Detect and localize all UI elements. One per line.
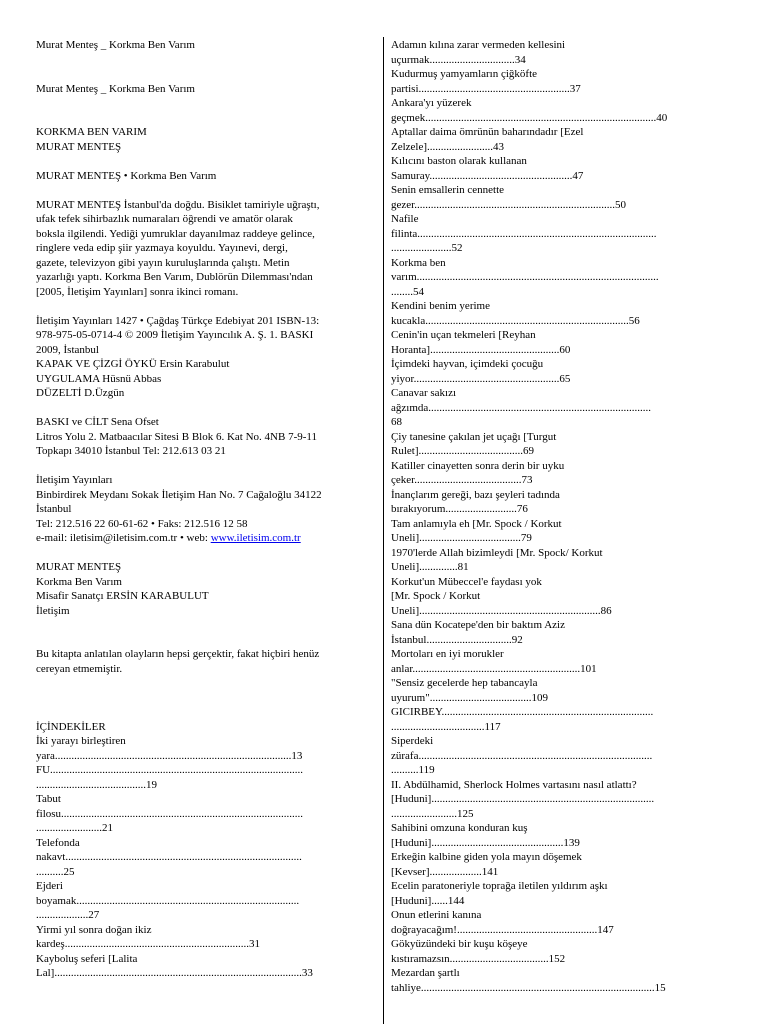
toc-line[interactable]: İnançlarım gereği, bazı şeyleri tadında (391, 488, 560, 501)
toc-line[interactable]: Kudurmuş yamyamların çiğköfte (391, 68, 538, 80)
contact-line: Tel: 212.516 22 60-61-62 • Faks: 212.516 12 58 (36, 517, 248, 530)
toc-line[interactable]: 68 (391, 416, 402, 428)
toc-line[interactable]: Katiller cinayetten sonra derin bir uyku (391, 459, 565, 472)
contact-line: İletişim Yayınları (36, 474, 113, 486)
bio-line: boksla ilgilendi. Yediği yumruklar dayanılmaz raddeye gelince, (36, 227, 315, 240)
toc-line[interactable]: boyamak................................................................................. (36, 894, 300, 907)
toc-line[interactable]: yara......................................................................................13 (36, 749, 303, 762)
toc-line[interactable]: Erkeğin kalbine giden yola mayın döşemek (391, 851, 582, 863)
toc-line[interactable]: Ecelin paratoneriyle toprağa iletilen yıldırım aşkı (391, 880, 608, 892)
toc-line[interactable]: Çiy tanesine çakılan jet uçağı [Turgut (391, 430, 557, 443)
toc-line[interactable]: partisi.......................................................37 (391, 82, 581, 95)
toc-line[interactable]: II. Abdülhamid, Sherlock Holmes vartasını nasıl atlattı? (391, 778, 637, 791)
toc-line[interactable]: Korkut'un Mübeccel'e faydası yok (391, 575, 542, 588)
toc-line[interactable]: tahliye.....................................................................................15 (391, 981, 666, 994)
bio-line: yazarlığı yaptı. Korkma Ben Varım, Dublörün Dilemması'ndan (36, 271, 313, 283)
contact-line: Binbirdirek Meydanı Sokak İletişim Han No. 7 Cağaloğlu 34122 (36, 488, 322, 501)
toc-line[interactable]: Telefonda (36, 836, 80, 849)
author-line: MURAT MENTEŞ (36, 140, 122, 153)
book-title (36, 125, 372, 154)
credit-line: İletişim (36, 604, 70, 617)
disclaimer-line: cereyan etmemiştir. (36, 662, 123, 675)
toc-line[interactable]: çeker.......................................73 (391, 474, 533, 486)
toc-line[interactable]: Canavar sakızı (391, 387, 457, 399)
toc-line[interactable]: İçimdeki hayvan, içimdeki çocuğu (391, 358, 544, 370)
toc-line[interactable]: zürafa..................................................................................... (391, 749, 653, 762)
table-of-contents-right (391, 38, 727, 995)
toc-line[interactable]: Samuray....................................................47 (391, 169, 584, 182)
toc-line[interactable]: bırakıyorum..........................76 (391, 503, 528, 515)
toc-line[interactable]: [Huduni]................................................................................. (391, 793, 655, 805)
toc-line[interactable]: Kayboluş seferi [Lalita (36, 952, 138, 965)
toc-line[interactable]: İki yarayı birleştiren (36, 735, 126, 747)
publication-line: DÜZELTİ D.Üzgün (36, 387, 125, 399)
toc-line[interactable]: Aptallar daima ömrünün baharındadır [Ezel (391, 126, 584, 138)
toc-line[interactable]: [Mr. Spock / Korkut (391, 590, 481, 602)
toc-line[interactable]: Mezardan şartlı (391, 967, 460, 979)
toc-line[interactable]: gezer.........................................................................50 (391, 198, 626, 211)
toc-line[interactable]: nakavt...................................................................................... (36, 851, 302, 863)
toc-line[interactable]: Uneli]..................................................................86 (391, 604, 612, 617)
print-line: BASKI ve CİLT Sena Ofset (36, 416, 159, 428)
publication-line: İletişim Yayınları 1427 • Çağdaş Türkçe Edebiyat 201 ISBN-13: (36, 314, 320, 327)
toc-line[interactable]: Cenin'in uçan tekmeleri [Reyhan (391, 329, 536, 341)
toc-line[interactable]: Rulet]......................................69 (391, 445, 534, 457)
toc-line[interactable]: uçurmak...............................34 (391, 53, 526, 66)
contact-line: İstanbul (36, 503, 72, 515)
toc-line[interactable]: Korkma ben (391, 256, 446, 269)
toc-line[interactable]: geçmek....................................................................................40 (391, 111, 668, 124)
toc-line[interactable]: Zelzele]........................43 (391, 140, 505, 153)
toc-line[interactable]: Siperdeki (391, 735, 434, 747)
print-line: Topkapı 34010 İstanbul Tel: 212.613 03 21 (36, 445, 226, 457)
left-column (36, 38, 372, 981)
toc-line[interactable]: Tam anlamıyla eh [Mr. Spock / Korkut (391, 517, 562, 530)
credit-line: Korkma Ben Varım (36, 575, 122, 588)
toc-line[interactable]: Kendini benim yerime (391, 300, 490, 312)
email-text: e-mail: iletisim@iletisim.com.tr • web: (36, 532, 211, 544)
publication-info (36, 314, 372, 401)
toc-line[interactable]: Nafile (391, 213, 419, 225)
toc-line[interactable]: Gökyüzündeki bir kuşu köşeye (391, 938, 528, 950)
publication-line: UYGULAMA Hüsnü Abbas (36, 372, 162, 385)
email-web-line (36, 531, 372, 546)
bio-line: ringlere veda edip şiir yazmaya koyuldu. Yayınevi, dergi, (36, 242, 288, 254)
toc-line[interactable]: uyurum".....................................109 (391, 691, 548, 704)
print-info (36, 415, 372, 459)
right-column (391, 38, 727, 995)
toc-line[interactable]: kucakla..........................................................................56 (391, 314, 640, 327)
toc-line[interactable]: ........................................19 (36, 778, 157, 791)
bio-line: MURAT MENTEŞ İstanbul'da doğdu. Bisiklet tamiriyle uğraştı, (36, 198, 320, 211)
toc-line[interactable]: İstanbul...............................92 (391, 633, 523, 646)
toc-line[interactable]: ağzımda................................................................................. (391, 401, 652, 414)
toc-line[interactable]: Mortoları en iyi morukler (391, 648, 504, 660)
toc-line[interactable]: 1970'lerde Allah bizimleydi [Mr. Spock/ Korkut (391, 546, 603, 559)
print-line: Litros Yolu 2. Matbaacılar Sitesi B Blok 6. Kat No. 4NB 7-9-11 (36, 430, 317, 443)
toc-line[interactable]: Adamın kılına zarar vermeden kellesini (391, 39, 566, 51)
credit-line: MURAT MENTEŞ (36, 561, 122, 573)
toc-line[interactable]: ........................21 (36, 822, 113, 834)
toc-line[interactable]: ..........119 (391, 764, 435, 776)
toc-line[interactable]: Lal]..........................................................................................33 (36, 967, 313, 979)
author-bio (36, 198, 372, 300)
toc-line[interactable]: filinta....................................................................................... (391, 227, 657, 240)
toc-line[interactable]: Yirmi yıl sonra doğan ikiz (36, 923, 152, 936)
toc-line[interactable]: [Huduni]......144 (391, 894, 465, 907)
toc-line[interactable]: [Kevser]...................141 (391, 865, 499, 878)
website-link[interactable]: www.iletisim.com.tr (210, 532, 301, 544)
contact-info (36, 473, 372, 546)
toc-line[interactable]: Uneli].....................................79 (391, 532, 532, 544)
toc-line[interactable]: Horanta]...............................................60 (391, 343, 571, 356)
disclaimer (36, 647, 372, 676)
toc-line[interactable]: filosu........................................................................................ (36, 807, 304, 820)
toc-line[interactable]: ..........25 (36, 865, 75, 878)
toc-line[interactable]: Ankara'yı yüzerek (391, 97, 472, 109)
subtitle: MURAT MENTEŞ • Korkma Ben Varım (36, 169, 217, 182)
toc-line[interactable]: ..................................117 (391, 720, 501, 733)
publication-line: KAPAK VE ÇİZGİ ÖYKÜ Ersin Karabulut (36, 358, 230, 370)
credits (36, 560, 372, 618)
toc-line[interactable]: Sahibini omzuna konduran kuş (391, 822, 528, 834)
toc-line[interactable]: ........54 (391, 285, 424, 298)
toc-line[interactable]: Uneli]..............81 (391, 561, 469, 573)
running-header: Murat Menteş _ Korkma Ben Varım (36, 82, 195, 95)
toc-line[interactable]: FU............................................................................................ (36, 764, 304, 776)
running-header: Murat Menteş _ Korkma Ben Varım (36, 39, 195, 51)
credit-line: Misafir Sanatçı ERSİN KARABULUT (36, 590, 209, 602)
toc-line[interactable]: "Sensiz gecelerde hep tabancayla (391, 677, 538, 689)
toc-line[interactable]: varım........................................................................................ (391, 271, 659, 283)
bio-line: [2005, İletişim Yayınları] sonra ikinci romanı. (36, 285, 239, 298)
publication-line: 978-975-05-0714-4 © 2009 İletişim Yayıncılık A. Ş. 1. BASKI (36, 329, 314, 341)
toc-title: İÇİNDEKİLER (36, 720, 106, 733)
toc-line[interactable]: ........................125 (391, 807, 474, 820)
toc-line[interactable]: Ejderi (36, 880, 63, 892)
toc-line[interactable]: anlar.............................................................101 (391, 662, 597, 675)
table-of-contents-left (36, 734, 372, 981)
toc-line[interactable]: Tabut (36, 793, 61, 805)
publication-line: 2009, İstanbul (36, 343, 99, 356)
disclaimer-line: Bu kitapta anlatılan olayların hepsi gerçektir, fakat hiçbiri henüz (36, 648, 320, 660)
toc-line[interactable]: ......................52 (391, 242, 463, 254)
column-divider (383, 37, 384, 1024)
toc-line[interactable]: Kılıcını baston olarak kullanan (391, 155, 527, 167)
toc-line[interactable]: GICIRBEY............................................................................. (391, 706, 654, 718)
title-line: KORKMA BEN VARIM (36, 126, 147, 138)
toc-line[interactable]: kardeş...................................................................31 (36, 938, 260, 950)
toc-line[interactable]: yiyor.....................................................65 (391, 372, 571, 385)
toc-line[interactable]: Onun etlerini kanına (391, 909, 482, 921)
bio-line: gazete, televizyon gibi yayın kuruluşlarında çalıştı. Metin (36, 256, 290, 269)
toc-line[interactable]: doğrayacağım!...................................................147 (391, 923, 614, 936)
toc-line[interactable]: [Huduni]................................................139 (391, 836, 580, 849)
toc-line[interactable]: Sana dün Kocatepe'den bir baktım Aziz (391, 619, 565, 631)
toc-line[interactable]: kıstıramazsın....................................152 (391, 952, 566, 965)
bio-line: ufak tefek sihirbazlık numaraları öğrendi ve amatör olarak (36, 213, 293, 225)
toc-line[interactable]: ...................27 (36, 909, 100, 921)
toc-line[interactable]: Senin emsallerin cennette (391, 184, 505, 196)
